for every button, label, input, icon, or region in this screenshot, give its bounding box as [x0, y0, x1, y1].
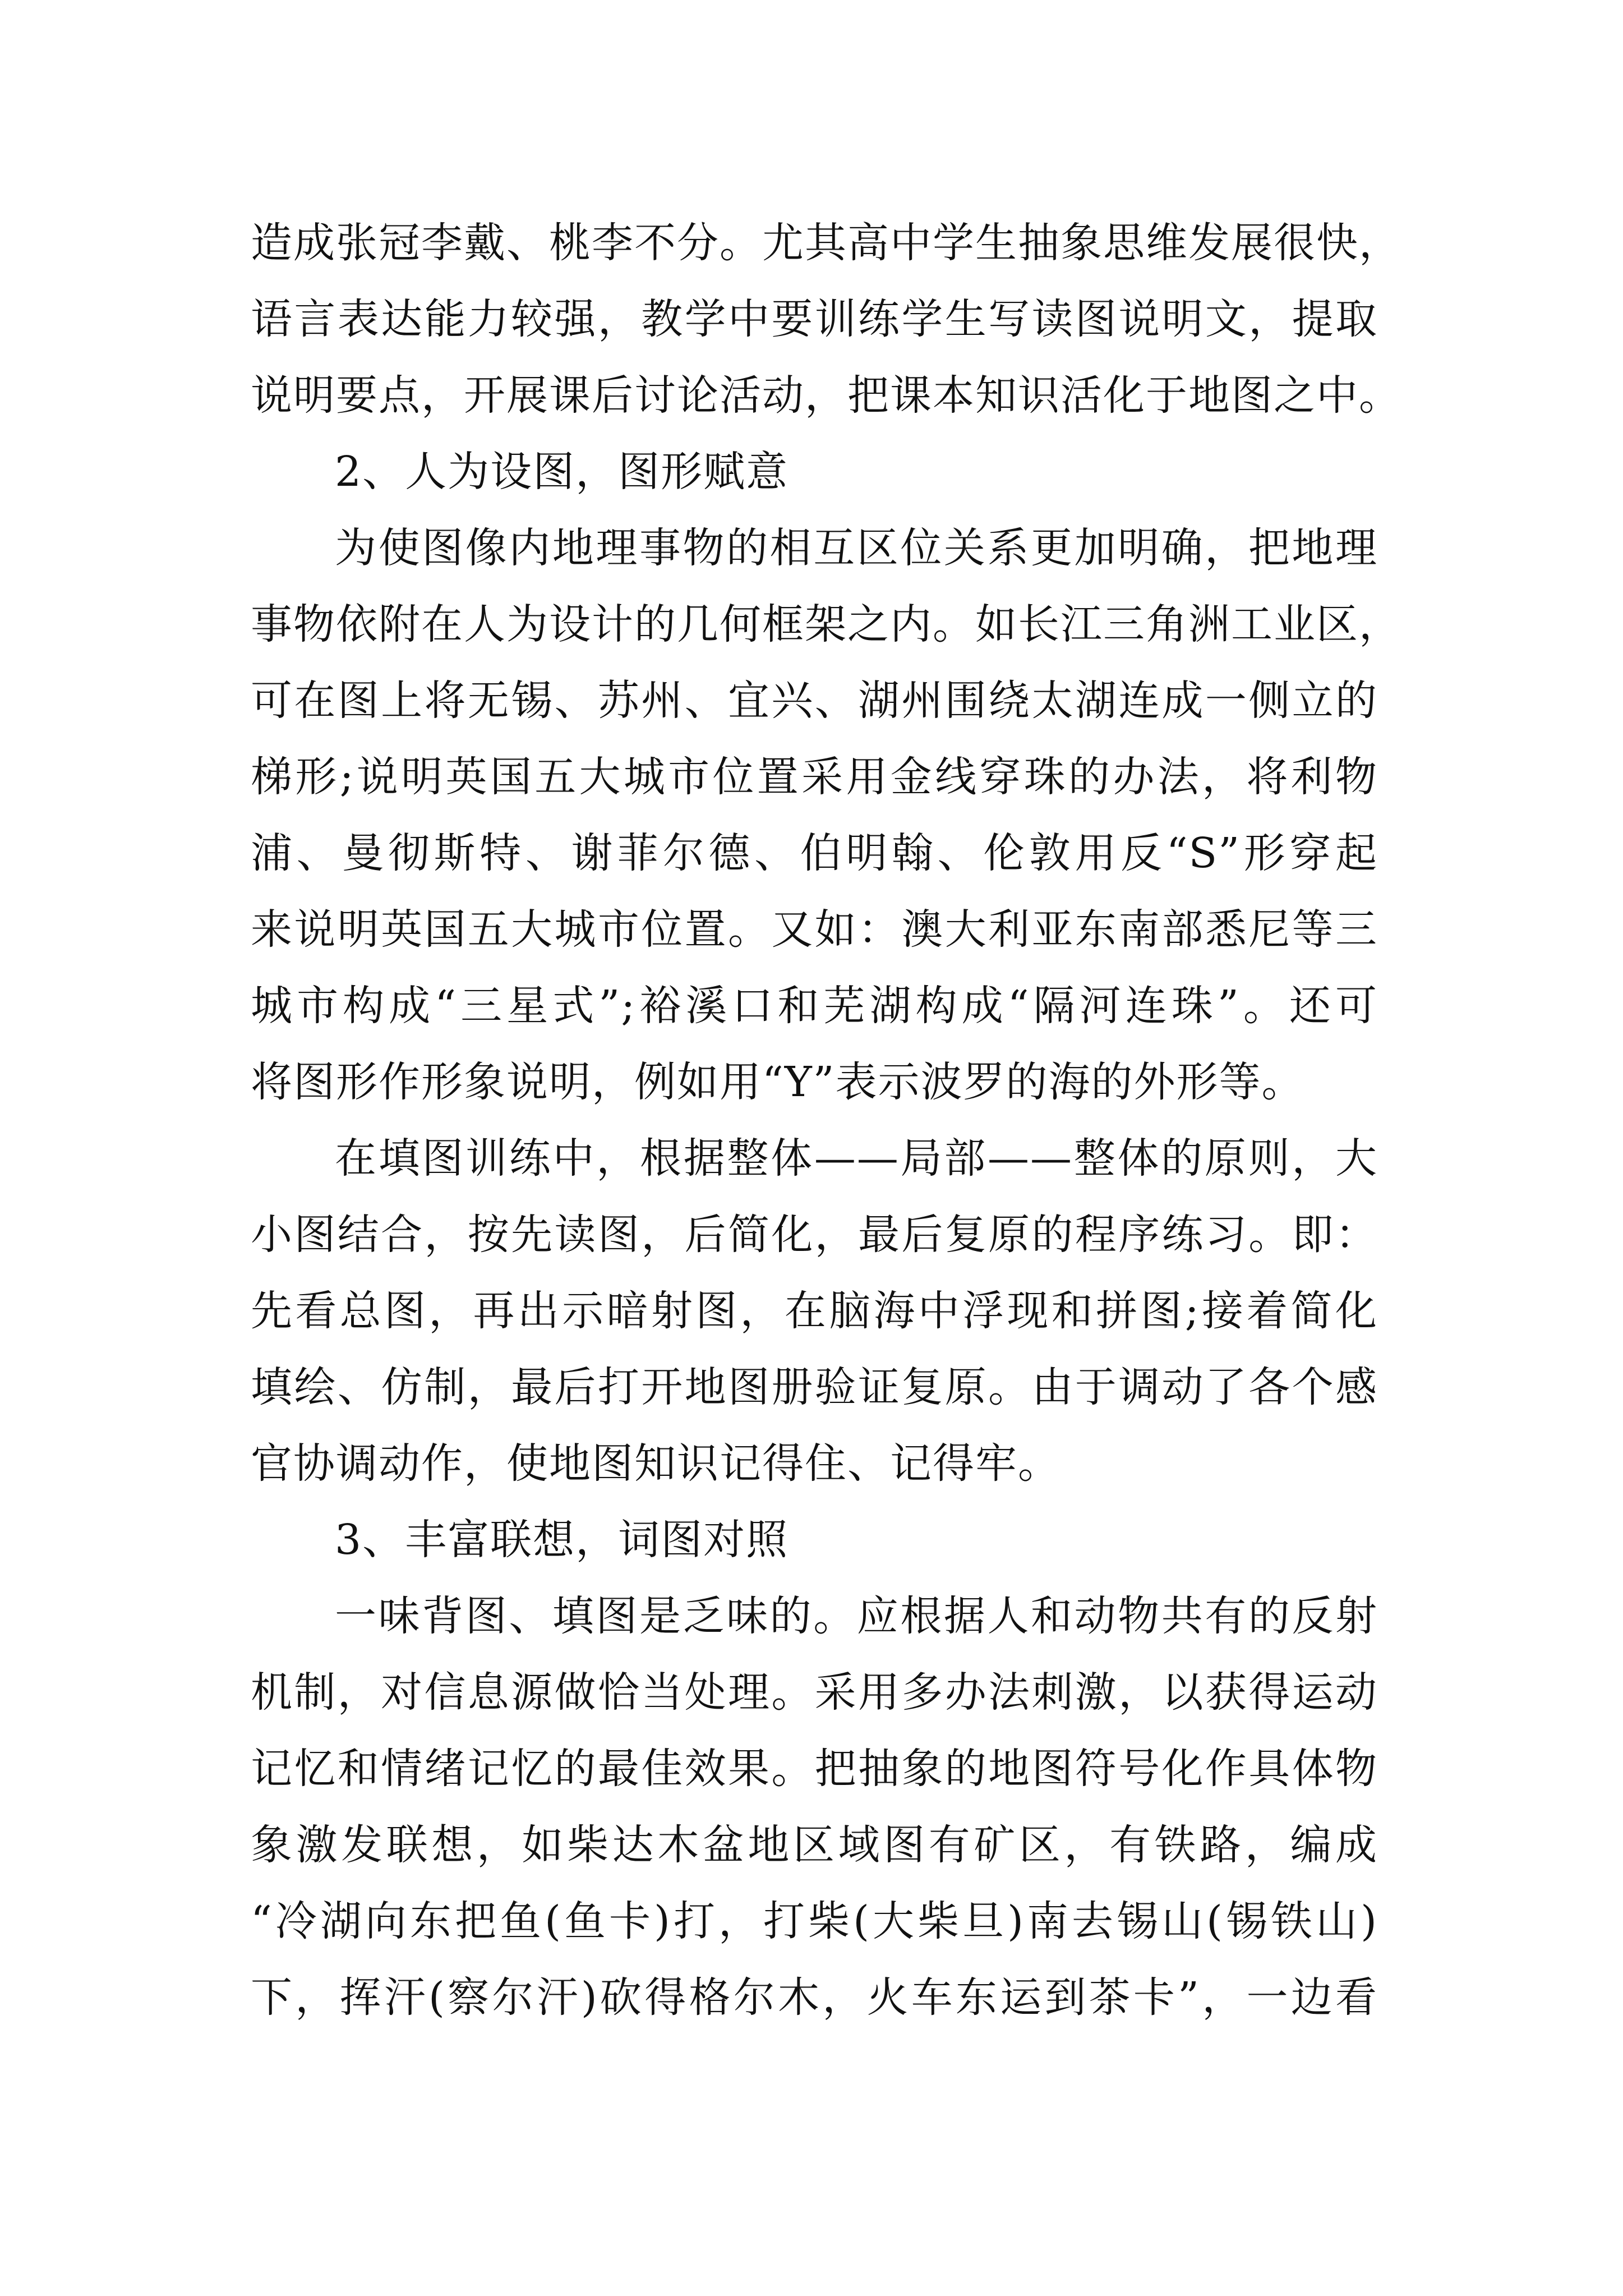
text-line: 来说明英国五大城市位置。又如：澳大利亚东南部悉尼等三 [251, 905, 1378, 954]
text-line: 城市构成“三星式”;裕溪口和芜湖构成“隔河连珠”。还可 [251, 982, 1378, 1030]
text-line: 为使图像内地理事物的相互区位关系更加明确，把地理 [335, 524, 1378, 572]
text-line: 可在图上将无锡、苏州、宜兴、湖州围绕太湖连成一侧立的 [251, 677, 1378, 725]
text-line: 一味背图、填图是乏味的。应根据人和动物共有的反射 [335, 1592, 1378, 1640]
text-line: 记忆和情绪记忆的最佳效果。把抽象的地图符号化作具体物 [251, 1745, 1378, 1793]
text-line: 事物依附在人为设计的几何框架之内。如长江三角洲工业区， [251, 600, 1401, 648]
body-text [251, 205, 1401, 2036]
text-line: 官协调动作，使地图知识记得住、记得牢。 [251, 1439, 1061, 1488]
text-line: 语言表达能力较强，教学中要训练学生写读图说明文，提取 [251, 295, 1378, 343]
text-line: 小图结合，按先读图，后简化，最后复原的程序练习。即： [251, 1211, 1378, 1259]
section-heading: 3、丰富联想，词图对照 [335, 1516, 789, 1564]
text-line: 先看总图，再出示暗射图，在脑海中浮现和拼图;接着简化 [251, 1287, 1378, 1335]
text-line: 下，挥汗(察尔汗)砍得格尔木，火车东运到茶卡”，一边看 [251, 1973, 1378, 2022]
text-line: 造成张冠李戴、桃李不分。尤其高中学生抽象思维发展很快， [251, 219, 1401, 267]
section-heading: 2、人为设图，图形赋意 [335, 448, 789, 496]
text-line: 梯形;说明英国五大城市位置采用金线穿珠的办法，将利物 [251, 753, 1378, 801]
text-line: “冷湖向东把鱼(鱼卡)打，打柴(大柴旦)南去锡山(锡铁山) [251, 1897, 1378, 1945]
text-line: 机制，对信息源做恰当处理。采用多办法刺激，以获得运动 [251, 1668, 1378, 1717]
text-line: 说明要点，开展课后讨论活动，把课本知识活化于地图之中。 [251, 371, 1401, 420]
text-line: 在填图训练中，根据整体——局部——整体的原则，大 [335, 1134, 1378, 1182]
text-line: 将图形作形象说明，例如用“Y”表示波罗的海的外形等。 [251, 1058, 1304, 1106]
text-line: 浦、曼彻斯特、谢菲尔德、伯明翰、伦敦用反“S”形穿起 [251, 829, 1378, 877]
text-line: 象激发联想，如柴达木盆地区域图有矿区，有铁路，编成 [251, 1821, 1378, 1869]
text-line: 填绘、仿制，最后打开地图册验证复原。由于调动了各个感 [251, 1363, 1378, 1411]
